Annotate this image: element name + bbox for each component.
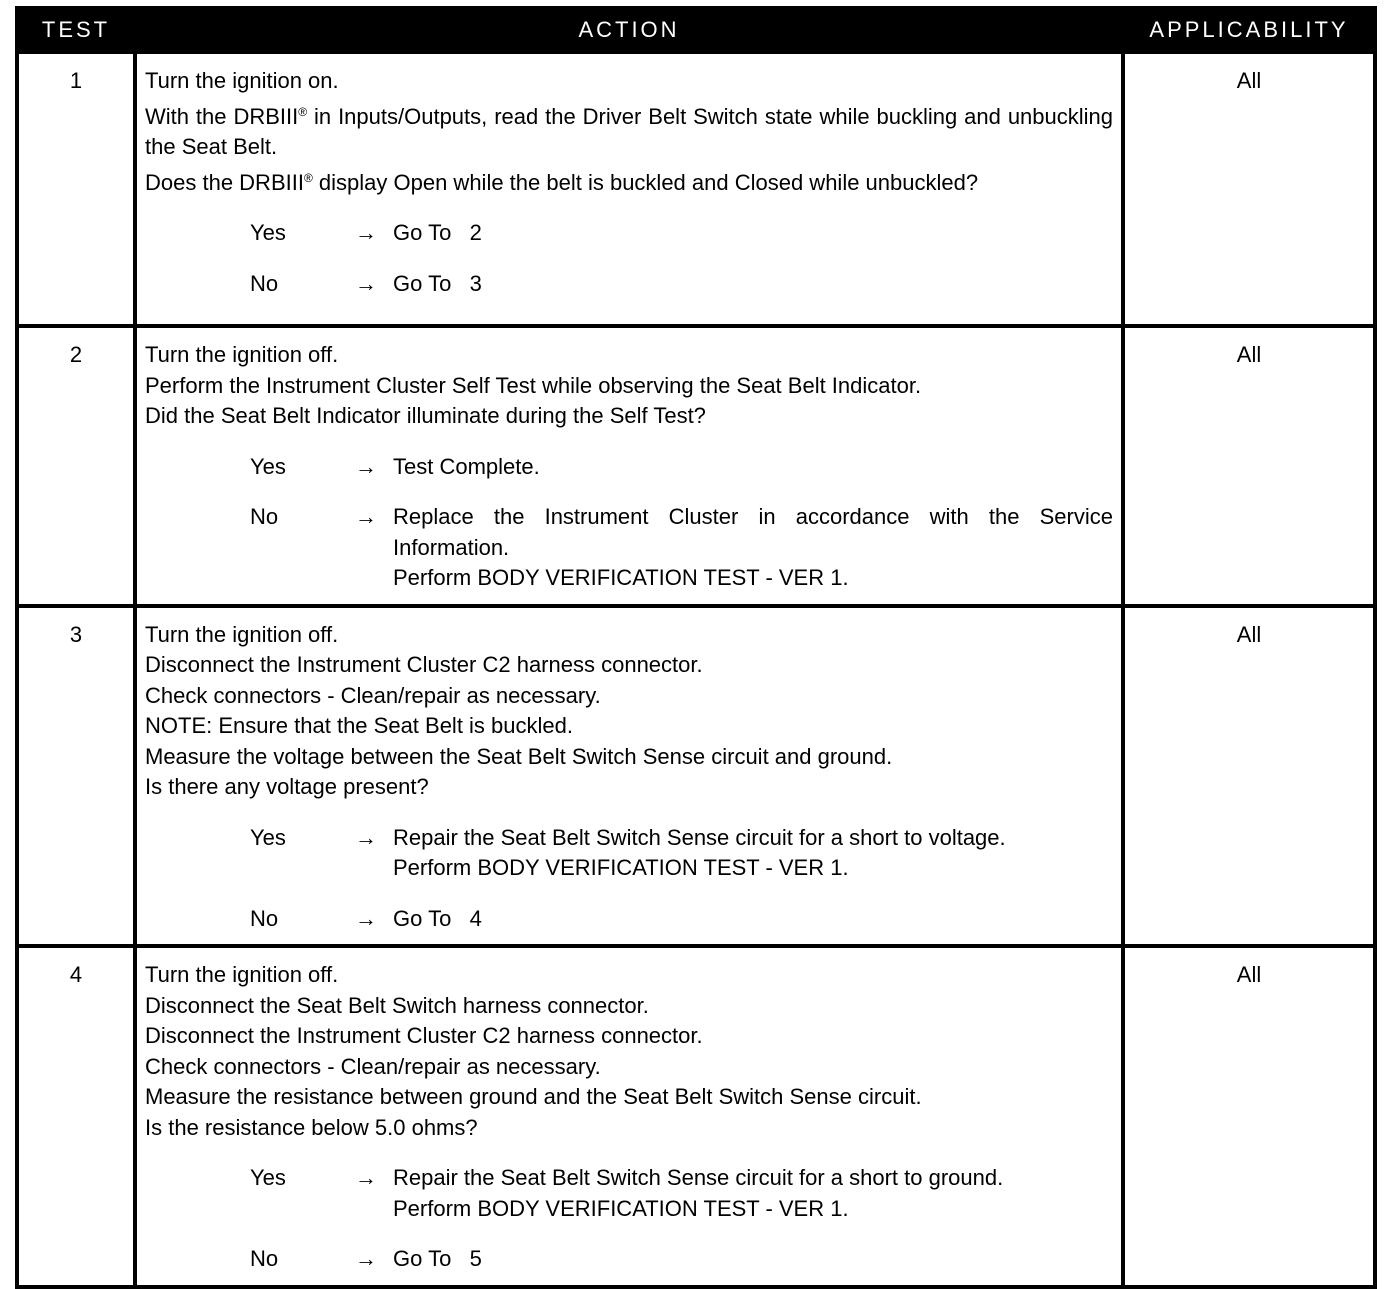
branch-line: Go To 2 <box>393 220 482 245</box>
branch-line: Go To 3 <box>393 270 482 296</box>
action-line: Turn the ignition off. <box>145 342 339 367</box>
action-line: With the DRBIII® in Inputs/Outputs, read the Driver Belt Switch state while buckling and unbuckling the Seat Belt. <box>145 103 1114 159</box>
branch-no <box>145 502 1113 594</box>
table-row <box>17 946 1375 1287</box>
table-row <box>17 606 1375 947</box>
header-row <box>17 8 1375 52</box>
action-line: Disconnect the Instrument Cluster C2 harness connector. <box>145 652 703 677</box>
action-line: Check connectors - Clean/repair as necessary. <box>145 682 601 708</box>
arrow-right-icon: → <box>355 220 377 245</box>
branch-line: Repair the Seat Belt Switch Sense circuit for a short to voltage. <box>393 824 1006 850</box>
table-row <box>17 326 1375 606</box>
action-line: Disconnect the Instrument Cluster C2 harness connector. <box>145 1023 703 1048</box>
branch-yes <box>145 452 1113 483</box>
branch-line: Go To 5 <box>393 1246 482 1271</box>
header-action: ACTION <box>135 8 1123 52</box>
test-number: 4 <box>17 946 135 1287</box>
action-line: Measure the resistance between ground and the Seat Belt Switch Sense circuit. <box>145 1084 922 1109</box>
table-row <box>17 52 1375 326</box>
header-test: TEST <box>17 8 135 52</box>
action-cell <box>135 946 1123 1287</box>
branch-text <box>393 904 1113 935</box>
branch-line: Go To 4 <box>393 905 482 931</box>
branch-yes <box>145 1163 1113 1224</box>
branch-label: No <box>250 270 279 296</box>
test-number: 2 <box>17 326 135 606</box>
action-line: Perform the Instrument Cluster Self Test while observing the Seat Belt Indicator. <box>145 372 922 398</box>
branch-no <box>145 1244 1113 1275</box>
branch-no <box>145 269 1113 300</box>
arrow-right-icon: → <box>355 504 377 529</box>
branch-text <box>393 1163 1113 1224</box>
branch-text <box>393 502 1113 594</box>
branch-line: Replace the Instrument Cluster in accordance with the Service Information. <box>393 504 1113 560</box>
header-applicability: APPLICABILITY <box>1123 8 1375 52</box>
branch-text <box>393 823 1113 884</box>
branch-text <box>393 269 1113 300</box>
arrow-right-icon: → <box>355 1246 377 1271</box>
arrow-right-icon: → <box>355 1165 377 1190</box>
branch-line: Perform BODY VERIFICATION TEST - VER 1. <box>393 855 849 880</box>
action-line: Is the resistance below 5.0 ohms? <box>145 1114 478 1140</box>
branch-line: Perform BODY VERIFICATION TEST - VER 1. <box>393 1195 849 1221</box>
branch-label: Yes <box>250 220 286 245</box>
action-line: Did the Seat Belt Indicator illuminate during the Self Test? <box>145 403 706 428</box>
arrow-right-icon: → <box>355 270 377 296</box>
arrow-right-icon: → <box>355 905 377 931</box>
arrow-right-icon: → <box>355 824 377 850</box>
action-cell <box>135 326 1123 606</box>
action-line: Is there any voltage present? <box>145 774 429 799</box>
branch-label: Yes <box>250 453 286 479</box>
test-number: 1 <box>17 52 135 326</box>
action-line: NOTE: Ensure that the Seat Belt is buckled. <box>145 713 573 738</box>
action-line: Turn the ignition on. <box>145 68 339 93</box>
action-line: Turn the ignition off. <box>145 621 339 647</box>
branch-line: Perform BODY VERIFICATION TEST - VER 1. <box>393 565 849 590</box>
applicability-value: All <box>1123 946 1375 1287</box>
test-number: 3 <box>17 606 135 947</box>
branch-label: Yes <box>250 1165 286 1190</box>
applicability-value: All <box>1123 52 1375 326</box>
action-line: Turn the ignition off. <box>145 962 339 987</box>
branch-text <box>393 1244 1113 1275</box>
branch-line: Test Complete. <box>393 453 540 479</box>
branch-label: No <box>250 1246 279 1271</box>
branch-label: No <box>250 905 279 931</box>
action-cell <box>135 606 1123 947</box>
branch-line: Repair the Seat Belt Switch Sense circuit for a short to ground. <box>393 1165 1004 1190</box>
branch-label: Yes <box>250 824 286 850</box>
applicability-value: All <box>1123 326 1375 606</box>
branch-no <box>145 904 1113 935</box>
applicability-value: All <box>1123 606 1375 947</box>
branch-text <box>393 452 1113 483</box>
action-line: Disconnect the Seat Belt Switch harness connector. <box>145 992 649 1018</box>
action-line: Check connectors - Clean/repair as necessary. <box>145 1053 601 1079</box>
action-line: Does the DRBIII® display Open while the belt is buckled and Closed while unbuckled? <box>145 169 979 195</box>
action-cell <box>135 52 1123 326</box>
branch-yes <box>145 823 1113 884</box>
branch-label: No <box>250 504 279 529</box>
arrow-right-icon: → <box>355 453 377 479</box>
diagnostic-test-table <box>15 6 1377 1289</box>
action-line: Measure the voltage between the Seat Belt Switch Sense circuit and ground. <box>145 743 893 769</box>
branch-yes <box>145 218 1113 249</box>
branch-text <box>393 218 1113 249</box>
